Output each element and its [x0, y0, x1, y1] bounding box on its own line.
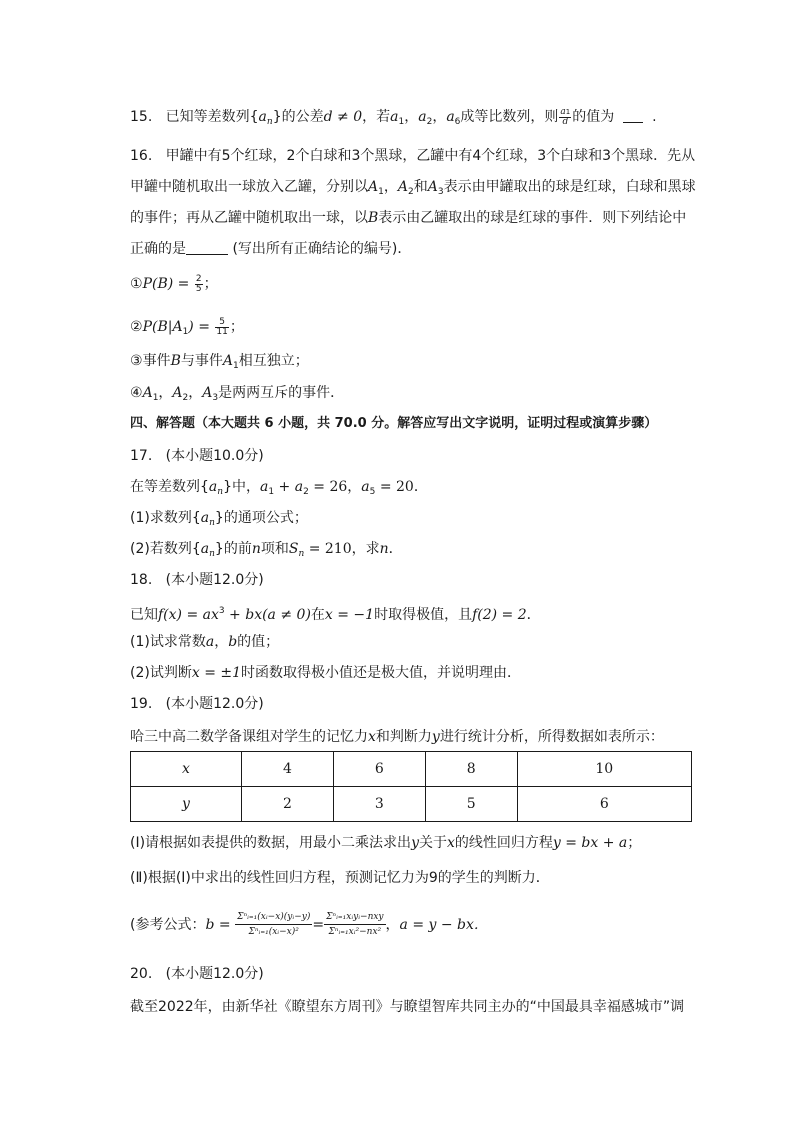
table-cell: 4 [242, 752, 334, 787]
table-row [131, 752, 692, 787]
question-19-reference-formula: (参考公式：b = $\frac{\text{Σⁿᵢ₌₁(xᵢ−x)(yᵢ−y)}}{\text{Σⁿᵢ₌₁(xᵢ−x)²}}$ = $\frac{\text{Σⁿᵢ₌₁xᵢyᵢ−nxy}}{\text{Σⁿᵢ₌₁xᵢ²−nx²}}$ ，a = y − bx． [130, 912, 488, 937]
question-16-line-2: 甲罐中随机取出一球放入乙罐，分别以$A_1$，$A_2$和$A_3$表示由甲罐取出的球是红球，白球和黑球 [130, 179, 696, 197]
table-cell: 2 [242, 787, 334, 822]
question-18-part-2: (2)试判断x = ±1时函数取得极小值还是极大值，并说明理由． [130, 665, 522, 681]
question-16-option-3: ③事件B与事件$A_1$相互独立； [130, 353, 309, 371]
question-20-header: 20. (本小题12.0分) [130, 966, 264, 982]
question-18-part-1: (1)试求常数a，b的值； [130, 634, 280, 650]
question-16-line-4: 正确的是 (写出所有正确结论的编号)． [130, 241, 412, 257]
table-cell: 6 [517, 787, 691, 822]
question-15: 15. 已知等差数列$\{a_n\}$的公差d ≠ 0，若$a_1$，$a_2$，$a_6$成等比数列，则 $\frac{a1}{d}$ 的值为 . [130, 106, 657, 127]
question-19-part-2: (Ⅱ)根据(Ⅰ)中求出的线性回归方程，预测记忆力为9的学生的判断力． [130, 870, 550, 886]
question-16-line-1: 16. 甲罐中有5个红球，2个白球和3个黑球，乙罐中有4个红球，3个白球和3个黑球．先从 [130, 148, 696, 164]
table-cell: 8 [425, 752, 517, 787]
question-17-line-1: 在等差数列$\{a_n\}$中，$a_1 + a_2 = 26$，$a_5 = 20$． [130, 479, 428, 497]
question-18-header: 18. (本小题12.0分) [130, 572, 264, 588]
question-16-option-4: $④A_1$，$A_2$，$A_3$是两两互斥的事件． [130, 385, 345, 403]
question-16-line-3: 的事件；再从乙罐中随机取出一球，以B表示由乙罐取出的球是红球的事件．则下列结论中 [130, 210, 687, 226]
table-cell: 10 [517, 752, 691, 787]
answer-blank [186, 240, 228, 255]
question-16-option-1: ①P(B) = $\frac{2}{5}$ ； [130, 273, 218, 294]
question-19-part-1: (Ⅰ)请根据如表提供的数据，用最小二乘法求出y关于x的线性回归方程y = bx + a； [130, 835, 642, 851]
table-cell: x [131, 752, 242, 787]
section-heading: 四、解答题（本大题共 6 小题，共 70.0 分。解答应写出文字说明，证明过程或演算步骤） [130, 416, 658, 431]
question-18-line-1: 已知$f(x) = ax^3 + bx(a \ne 0)$在x = −1时取得极值，且f(2) = 2． [130, 606, 541, 623]
question-19-intro: 哈三中高二数学备课组对学生的记忆力x和判断力y进行统计分析，所得数据如表所示： [130, 729, 664, 745]
question-20-line-1: 截至2022年，由新华社《瞭望东方周刊》与瞭望智库共同主办的“中国最具幸福感城市”调 [130, 999, 685, 1015]
question-16-option-2: $②P(B|A_1)$ = $\frac{5}{11}$ ； [130, 316, 244, 337]
data-table [130, 751, 692, 822]
table-cell: 5 [425, 787, 517, 822]
table-cell: y [131, 787, 242, 822]
fraction-a1-over-d: $\frac{a1}{d}$ [560, 106, 571, 127]
table-cell: 6 [333, 752, 425, 787]
question-17-part-1: (1)求数列$\{a_n\}$的通项公式； [130, 510, 308, 528]
question-17-part-2: (2)若数列$\{a_n\}$的前n项和$S_n = 210$，求n． [130, 541, 403, 559]
answer-blank [623, 108, 643, 123]
table-row [131, 787, 692, 822]
table-cell: 3 [333, 787, 425, 822]
question-17-header: 17. (本小题10.0分) [130, 448, 264, 464]
question-19-header: 19. (本小题12.0分) [130, 696, 264, 712]
